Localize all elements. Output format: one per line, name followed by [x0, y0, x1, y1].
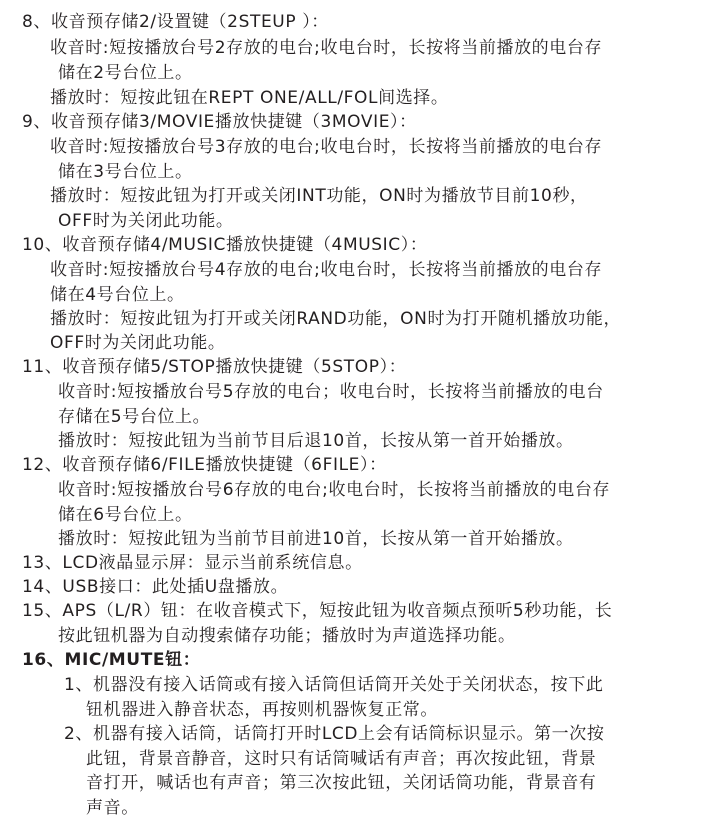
item-16-sub2-line-3: 音打开，喊话也有声音；第三次按此钮，关闭话筒功能，背景音有 — [86, 773, 597, 793]
item-16-heading: 16、MIC/MUTE钮： — [22, 650, 201, 670]
item-12-radio-line-2: 储在6号台位上。 — [58, 505, 193, 525]
item-11-play: 播放时：短按此钮为当前节目后退10首，长按从第一首开始播放。 — [58, 431, 574, 451]
item-10-radio-line-1: 收音时:短按播放台号4存放的电台;收电台时，长按将当前播放的电台存 — [50, 260, 603, 280]
item-15-line-1: 15、APS（L/R）钮：在收音模式下，短按此钮为收音频点预听5秒功能，长 — [22, 601, 613, 621]
item-10-radio-line-2: 储在4号台位上。 — [50, 285, 185, 305]
item-16-sub2-line-4: 声音。 — [86, 798, 139, 818]
item-9-radio-line-2: 储在3号台位上。 — [58, 162, 193, 182]
item-9-heading: 9、收音预存储3/MOVIE播放快捷键（3MOVIE）： — [22, 112, 417, 132]
item-9-radio-line-1: 收音时:短按播放台号3存放的电台;收电台时，长按将当前播放的电台存 — [50, 137, 603, 157]
item-9-play-line-1: 播放时：短按此钮为打开或关闭INT功能，ON时为播放节目前10秒， — [50, 186, 588, 206]
item-16-sub2-line-1: 2、机器有接入话筒，话筒打开时LCD上会有话筒标识显示。第一次按 — [64, 724, 605, 744]
item-15-line-2: 按此钮机器为自动搜索储存功能；播放时为声道选择功能。 — [58, 626, 516, 646]
item-16-sub1-line-2: 钮机器进入静音状态，再按则机器恢复正常。 — [86, 700, 438, 720]
item-8-radio-line-1: 收音时:短按播放台号2存放的电台;收电台时，长按将当前播放的电台存 — [50, 38, 603, 58]
item-10-play-line-2: OFF时为关闭此功能。 — [50, 333, 226, 353]
item-12-play: 播放时：短按此钮为当前节目前进10首，长按从第一首开始播放。 — [58, 529, 574, 549]
item-11-heading: 11、收音预存储5/STOP播放快捷键（5STOP）： — [22, 357, 407, 377]
item-16-sub2-line-2: 此钮，背景音静音，这时只有话筒喊话有声音；再次按此钮，背景 — [86, 749, 597, 769]
item-12-radio-line-1: 收音时:短按播放台号6存放的电台;收电台时，长按将当前播放的电台存 — [58, 480, 611, 500]
item-9-play-line-2: OFF时为关闭此功能。 — [58, 211, 234, 231]
item-10-play-line-1: 播放时：短按此钮为打开或关闭RAND功能，ON时为打开随机播放功能， — [50, 309, 622, 329]
item-11-radio-line-2: 存储在5号台位上。 — [58, 407, 211, 427]
item-14: 14、USB接口：此处插U盘播放。 — [22, 577, 289, 597]
item-8-play: 播放时：短按此钮在REPT ONE/ALL/FOL间选择。 — [50, 88, 449, 108]
item-10-heading: 10、收音预存储4/MUSIC播放快捷键（4MUSIC）： — [22, 235, 428, 255]
item-16-sub1-line-1: 1、机器没有接入话筒或有接入话筒但话筒开关处于关闭状态，按下此 — [64, 675, 604, 695]
item-8-heading: 8、收音预存储2/设置键（2STEUP ）： — [22, 12, 329, 32]
item-12-heading: 12、收音预存储6/FILE播放快捷键（6FILE）： — [22, 455, 387, 475]
item-13: 13、LCD液晶显示屏：显示当前系统信息。 — [22, 553, 363, 573]
item-8-radio-line-2: 储在2号台位上。 — [58, 63, 193, 83]
item-11-radio-line-1: 收音时:短按播放台号5存放的电台；收电台时，长按将当前播放的电台 — [58, 382, 604, 402]
